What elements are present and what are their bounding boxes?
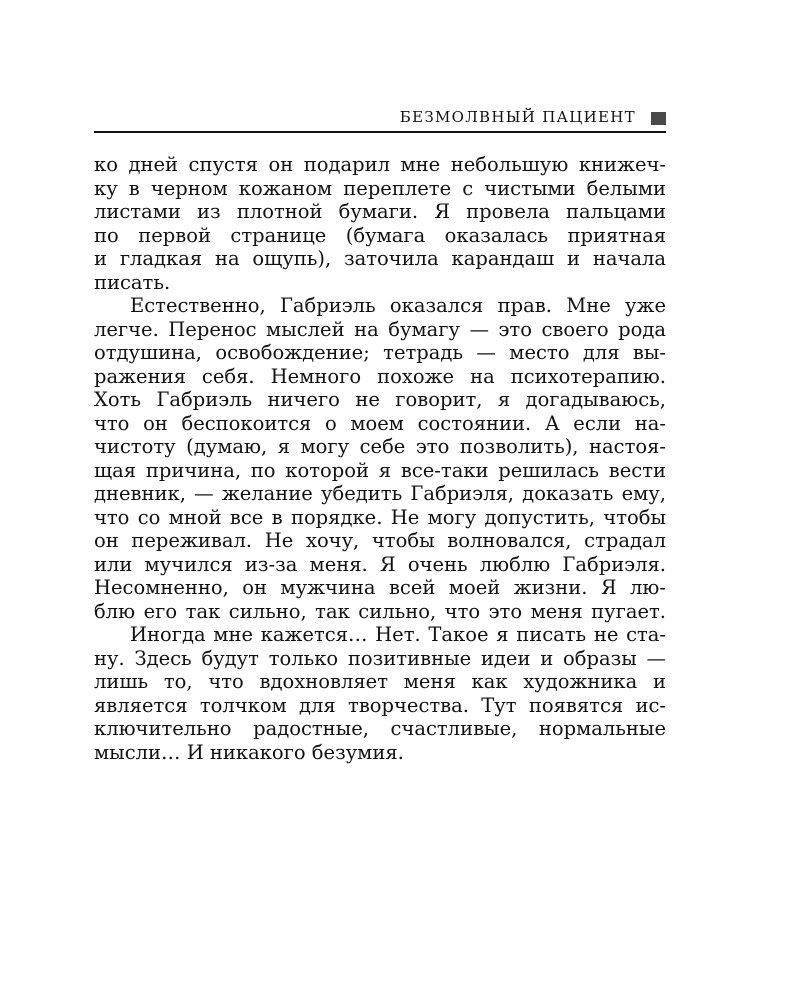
text-line: по первой странице (бумага оказалась приятная — [94, 223, 666, 247]
text-line: ко дней спустя он подарил мне небольшую книжеч- — [94, 153, 666, 176]
text-line: что со мной все в порядке. Не могу допустить, чтобы — [94, 505, 666, 529]
text-line: ну. Здесь будут только позитивные идеи и образы — — [94, 646, 666, 670]
text-line: ключительно радостные, счастливые, нормальные — [94, 717, 666, 740]
text-line: и гладкая на ощупь), заточила карандаш и начала — [94, 247, 666, 270]
running-header — [94, 107, 666, 133]
text-line: отдушина, освобождение; тетрадь — место для вы- — [94, 341, 666, 364]
text-line: Несомненно, он мужчина всей моей жизни. Я лю- — [94, 576, 666, 599]
text-line: ражения себя. Немного похоже на психотерапию. — [94, 364, 666, 388]
text-line: дневник, — желание убедить Габриэля, доказать ему, — [94, 482, 666, 505]
paragraph — [94, 294, 666, 623]
text-line: чистоту (думаю, я могу себе это позволить), настоя- — [94, 435, 666, 458]
text-line: ку в черном кожаном переплете с чистыми белыми — [94, 176, 666, 200]
paragraph — [94, 623, 666, 764]
page-body — [94, 153, 666, 764]
text-line: или мучился из-за меня. Я очень люблю Габриэля. — [94, 552, 666, 576]
text-line: он переживал. Не хочу, чтобы волновался, страдал — [94, 529, 666, 552]
text-line: листами из плотной бумаги. Я провела пальцами — [94, 200, 666, 223]
text-line: щая причина, по которой я все-таки решилась вести — [94, 458, 666, 482]
text-line: что он беспокоится о моем состоянии. А если на- — [94, 411, 666, 435]
text-line: писать. — [94, 270, 171, 294]
text-line: легче. Перенос мыслей на бумагу — это своего рода — [94, 317, 666, 341]
text-line: блю его так сильно, так сильно, что это меня пугает. — [94, 599, 666, 623]
header-square-ornament — [651, 112, 666, 125]
paragraph — [94, 153, 666, 294]
text-line: мысли… И никакого безумия. — [94, 740, 404, 764]
text-line: Естественно, Габриэль оказался прав. Мне уже — [130, 294, 666, 317]
text-line: Хоть Габриэль ничего не говорит, я догадываюсь, — [94, 388, 666, 411]
book-title: БЕЗМОЛВНЫЙ ПАЦИЕНТ — [399, 108, 636, 126]
text-line: лишь то, что вдохновляет меня как художника и — [94, 670, 666, 693]
text-line: Иногда мне кажется… Нет. Такое я писать не ста- — [130, 623, 666, 646]
text-line: является толчком для творчества. Тут появятся ис- — [94, 693, 666, 717]
